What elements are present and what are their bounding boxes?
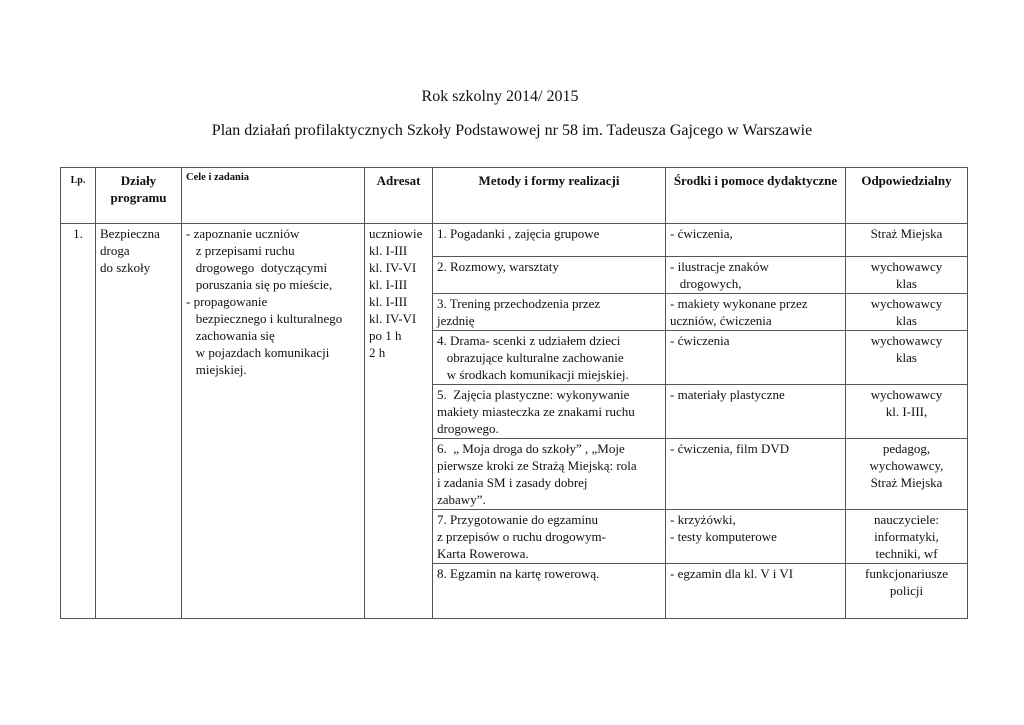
adresat-line: uczniowie (369, 226, 423, 241)
metody-line: 6. „ Moja droga do szkoły” , „Moje (437, 441, 625, 456)
cele-line: z przepisami ruchu (186, 243, 295, 258)
srodki-line: - testy komputerowe (670, 529, 777, 544)
table-row (61, 224, 968, 257)
odpowiedzialny-line: policji (889, 583, 924, 598)
odpowiedzialny-line: informatyki, (874, 529, 939, 544)
metody-line: 5. Zajęcia plastyczne: wykonywanie (437, 387, 630, 402)
cell-srodki (666, 224, 846, 257)
document-title: Plan działań profilaktycznych Szkoły Podstawowej nr 58 im. Tadeusza Gajcego w Warszawie (211, 122, 813, 139)
cell-odpowiedzialny (846, 385, 968, 439)
odpowiedzialny-line: funkcjonariusze (864, 566, 949, 581)
cell-srodki (666, 510, 846, 564)
cell-dzial (96, 224, 182, 619)
adresat-line: 2 h (369, 345, 386, 360)
cell-srodki (666, 385, 846, 439)
cele-line: drogowego dotyczącymi (186, 260, 328, 275)
cell-metody (433, 257, 666, 294)
metody-line: 3. Trening przechodzenia przez (437, 296, 601, 311)
metody-line: i zadania SM i zasady dobrej (437, 475, 588, 490)
odpowiedzialny-line: wychowawcy (870, 296, 943, 311)
srodki-line: - materiały plastyczne (670, 387, 785, 402)
metody-line: zabawy”. (437, 492, 486, 507)
col-header-lp: Lp. (61, 168, 96, 224)
cell-metody (433, 224, 666, 257)
cele-line: - propagowanie (186, 294, 268, 309)
srodki-line: uczniów, ćwiczenia (670, 313, 772, 328)
srodki-line: - ćwiczenia, film DVD (670, 441, 790, 456)
odpowiedzialny-line: techniki, wf (875, 546, 938, 561)
adresat-line: po 1 h (369, 328, 402, 343)
col-header-adresat: Adresat (365, 168, 433, 224)
odpowiedzialny-line: Straż Miejska (870, 475, 943, 490)
cell-srodki (666, 439, 846, 510)
metody-line: 4. Drama- scenki z udziałem dzieci (437, 333, 621, 348)
odpowiedzialny-line: pedagog, (882, 441, 931, 456)
cele-line: zachowania się (186, 328, 275, 343)
school-year-heading: Rok szkolny 2014/ 2015 (421, 88, 579, 105)
col-header-metody: Metody i formy realizacji (433, 168, 666, 224)
srodki-line: - ćwiczenia (670, 333, 730, 348)
cell-metody (433, 385, 666, 439)
adresat-line: kl. IV-VI (369, 260, 417, 275)
metody-line: w środkach komunikacji miejskiej. (437, 367, 629, 382)
col-header-cele: Cele i zadania (182, 168, 365, 224)
adresat-line: kl. I-III (369, 243, 408, 258)
cell-odpowiedzialny (846, 564, 968, 619)
dzial-line: Bezpieczna (100, 226, 160, 241)
cell-metody (433, 294, 666, 331)
cell-odpowiedzialny (846, 331, 968, 385)
odpowiedzialny-line: klas (896, 313, 917, 328)
col-header-dzialy: Działy programu (96, 168, 182, 224)
adresat-line: kl. I-III (369, 277, 408, 292)
cell-srodki (666, 331, 846, 385)
srodki-line: drogowych, (670, 276, 742, 291)
srodki-line: - krzyżówki, (670, 512, 736, 527)
odpowiedzialny-line: nauczyciele: (874, 512, 939, 527)
metody-line: drogowego. (437, 421, 499, 436)
metody-line: z przepisów o ruchu drogowym- (437, 529, 606, 544)
srodki-line: - ilustracje znaków (670, 259, 769, 274)
plan-table (60, 167, 968, 619)
cele-line: - zapoznanie uczniów (186, 226, 300, 241)
cell-metody (433, 564, 666, 619)
cell-srodki (666, 564, 846, 619)
srodki-line: - ćwiczenia, (670, 226, 733, 241)
cell-cele (182, 224, 365, 619)
odpowiedzialny-line: wychowawcy (870, 259, 943, 274)
odpowiedzialny-line: klas (896, 350, 917, 365)
odpowiedzialny-line: klas (896, 276, 917, 291)
col-header-odpowiedzialny: Odpowiedzialny (846, 168, 968, 224)
cell-odpowiedzialny (846, 510, 968, 564)
dzial-line: droga (100, 243, 130, 258)
metody-line: 2. Rozmowy, warsztaty (437, 259, 559, 274)
cell-metody (433, 439, 666, 510)
cell-adresat (365, 224, 433, 619)
cell-metody (433, 510, 666, 564)
col-header-srodki: Środki i pomoce dydaktyczne (666, 168, 846, 224)
table-body (61, 224, 968, 619)
cele-line: w pojazdach komunikacji (186, 345, 330, 360)
metody-line: Karta Rowerowa. (437, 546, 529, 561)
odpowiedzialny-line: wychowawcy, (869, 458, 944, 473)
cell-metody (433, 331, 666, 385)
metody-line: jezdnię (437, 313, 475, 328)
cell-srodki (666, 294, 846, 331)
odpowiedzialny-line: kl. I-III, (885, 404, 928, 419)
cell-odpowiedzialny (846, 439, 968, 510)
odpowiedzialny-line: Straż Miejska (870, 226, 943, 241)
odpowiedzialny-line: wychowawcy (870, 333, 943, 348)
metody-line: 7. Przygotowanie do egzaminu (437, 512, 599, 527)
dzial-line: do szkoły (100, 260, 151, 275)
cell-odpowiedzialny (846, 224, 968, 257)
cell-srodki (666, 257, 846, 294)
metody-line: 8. Egzamin na kartę rowerową. (437, 566, 600, 581)
metody-line: obrazujące kulturalne zachowanie (437, 350, 624, 365)
cell-lp: 1. (61, 224, 96, 619)
cell-odpowiedzialny (846, 257, 968, 294)
adresat-line: kl. I-III (369, 294, 408, 309)
srodki-line: - egzamin dla kl. V i VI (670, 566, 794, 581)
header-row (61, 168, 968, 224)
cell-odpowiedzialny (846, 294, 968, 331)
adresat-line: kl. IV-VI (369, 311, 417, 326)
odpowiedzialny-line: wychowawcy (870, 387, 943, 402)
cele-line: miejskiej. (186, 362, 247, 377)
metody-line: 1. Pogadanki , zajęcia grupowe (437, 226, 600, 241)
cele-line: bezpiecznego i kulturalnego (186, 311, 343, 326)
srodki-line: - makiety wykonane przez (670, 296, 808, 311)
metody-line: makiety miasteczka ze znakami ruchu (437, 404, 635, 419)
cele-line: poruszania się po mieście, (186, 277, 333, 292)
metody-line: pierwsze kroki ze Strażą Miejską: rola (437, 458, 637, 473)
